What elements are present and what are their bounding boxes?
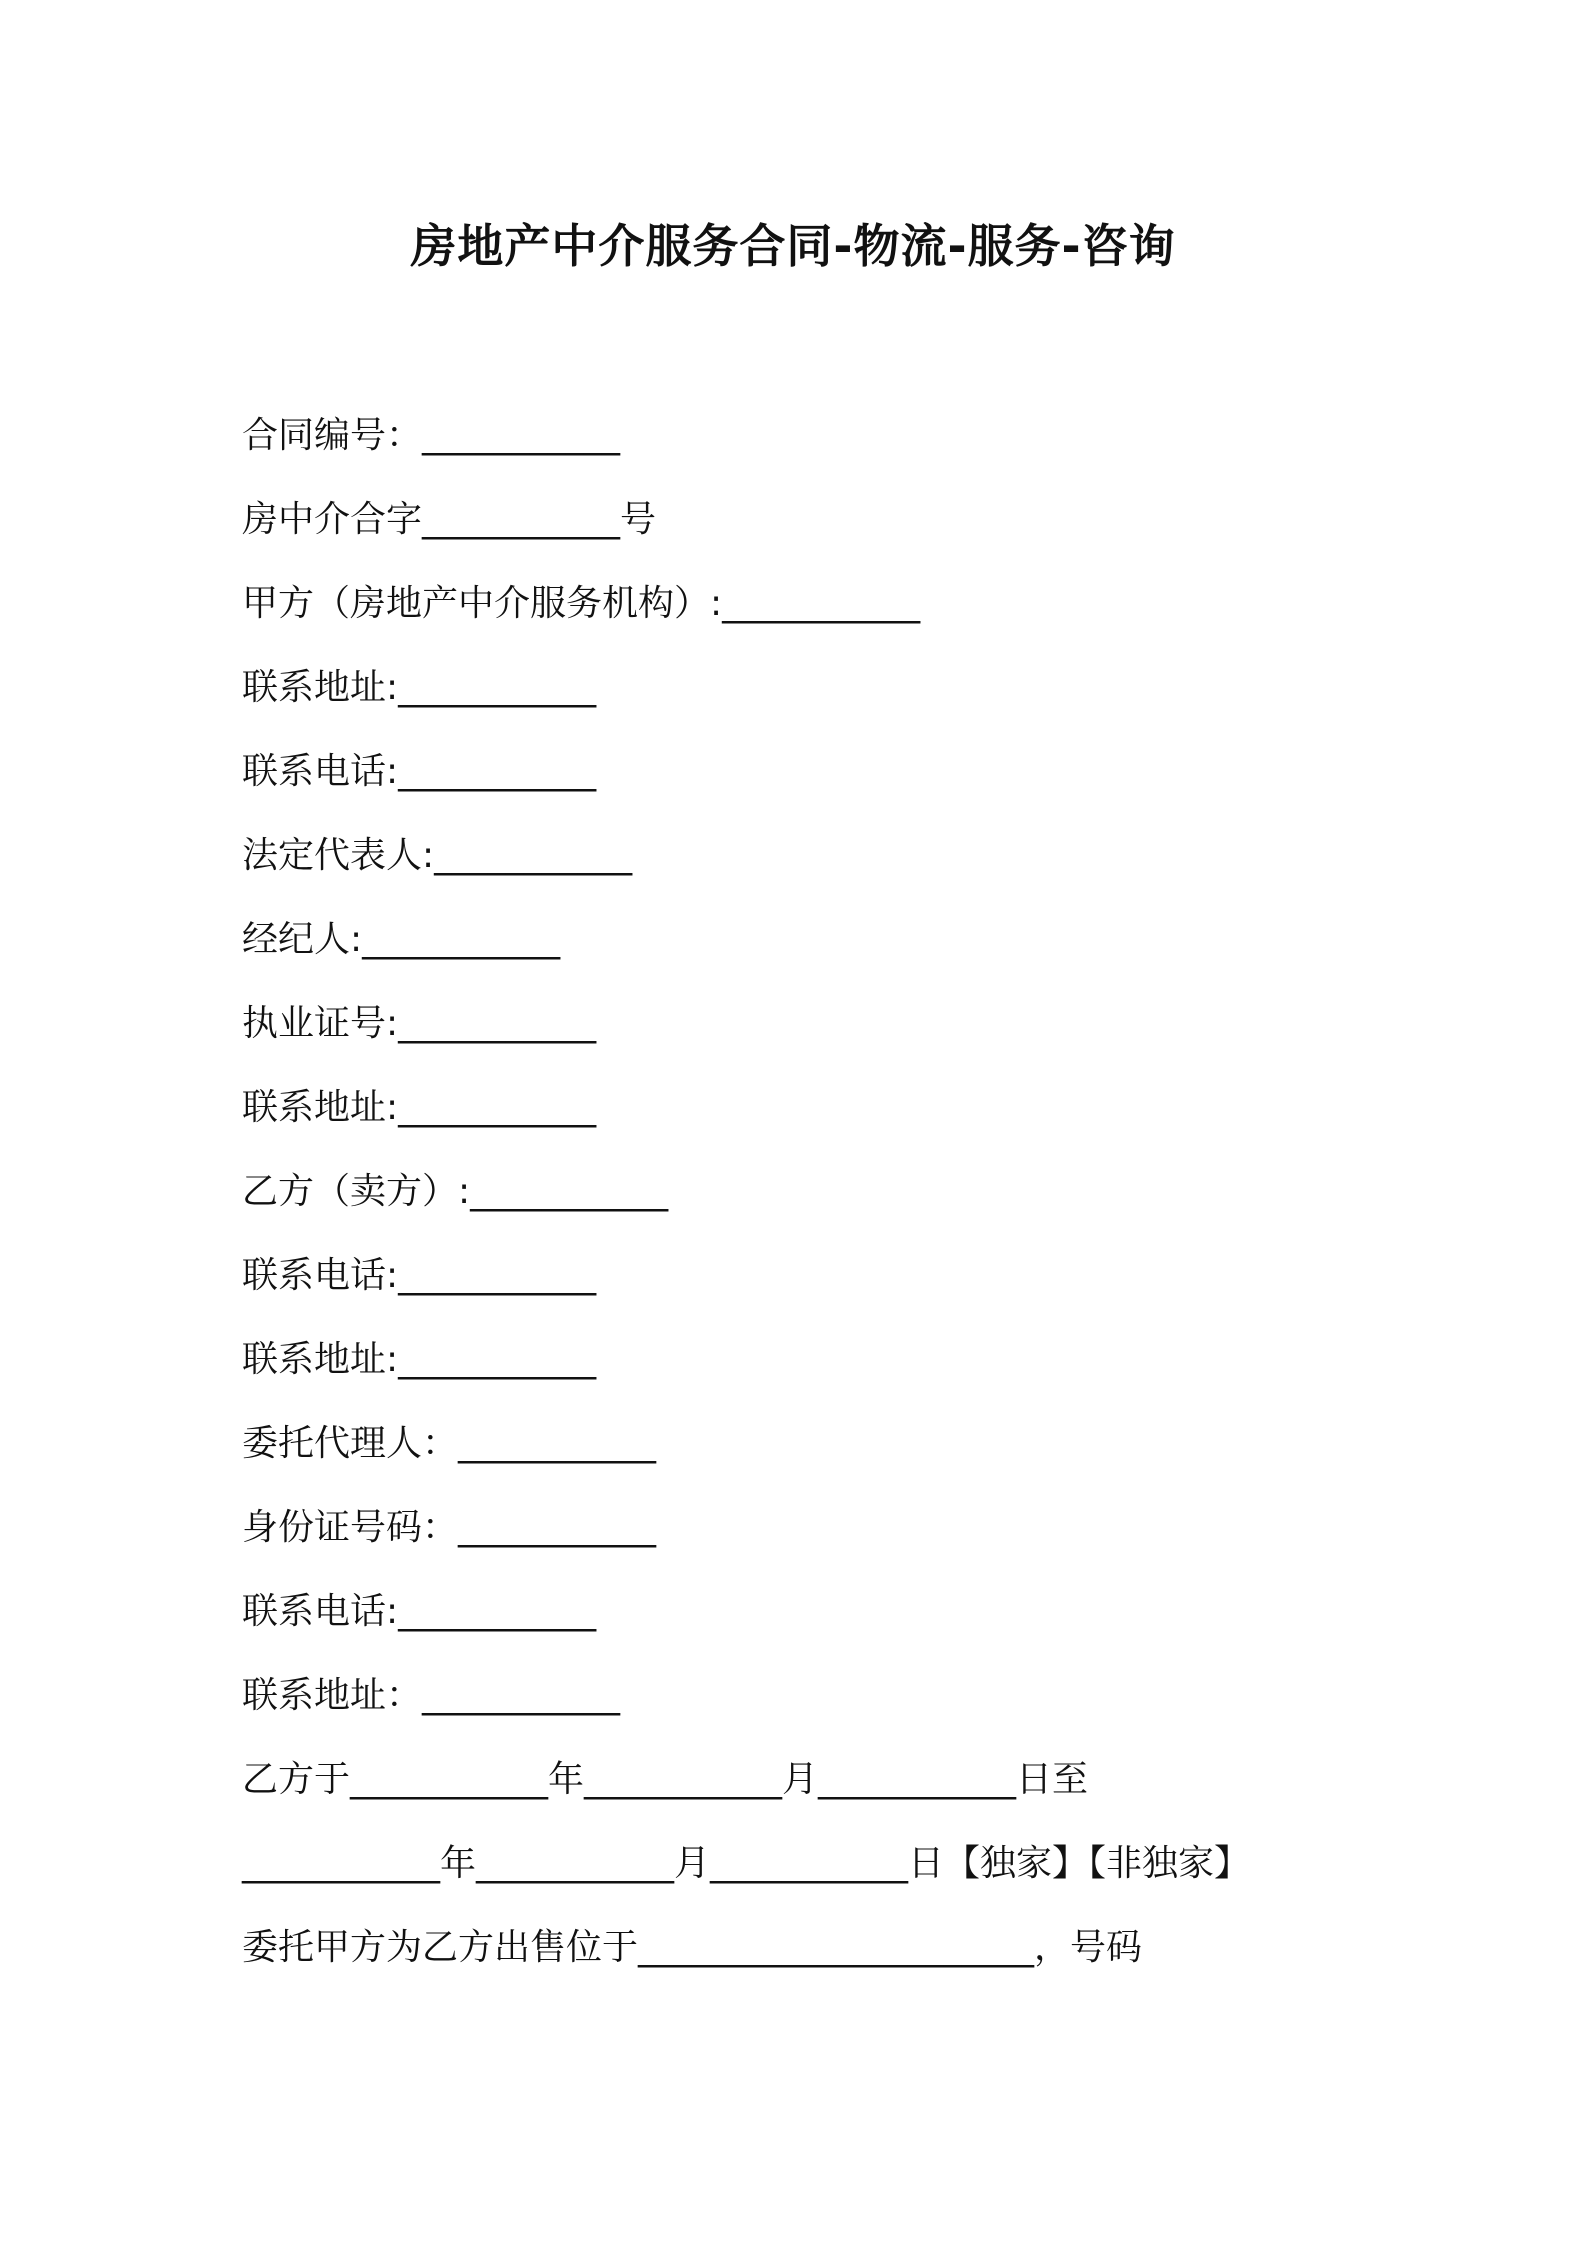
agent-phone-line: 联系电话:___________	[242, 1591, 597, 1632]
party-a-address-line: 联系地址:___________	[242, 667, 597, 708]
party-b-line: 乙方（卖方）:___________	[242, 1171, 669, 1212]
term-end-line: ___________年___________月___________日【独家】【非独家】	[242, 1843, 1251, 1884]
party-b-address-line: 联系地址:___________	[242, 1339, 597, 1380]
contract-body	[242, 408, 1462, 2004]
party-a-phone-line: 联系电话:___________	[242, 751, 597, 792]
license-number-line: 执业证号:___________	[242, 1003, 597, 1044]
agent-address-line: 联系地址：___________	[242, 1675, 621, 1716]
term-start-line: 乙方于___________年___________月___________日至	[242, 1759, 1089, 1800]
party-a-line: 甲方（房地产中介服务机构）:___________	[242, 583, 921, 624]
document-title: 房地产中介服务合同-物流-服务-咨询	[410, 219, 1176, 273]
party-b-phone-line: 联系电话:___________	[242, 1255, 597, 1296]
agency-contract-word-line: 房中介合字___________号	[242, 499, 657, 540]
property-location-line: 委托甲方为乙方出售位于______________________，号码	[242, 1927, 1143, 1968]
broker-line: 经纪人:___________	[242, 919, 561, 960]
broker-address-line: 联系地址:___________	[242, 1087, 597, 1128]
contract-number-line: 合同编号：___________	[242, 415, 621, 456]
id-number-line: 身份证号码：___________	[242, 1507, 657, 1548]
legal-representative-line: 法定代表人:___________	[242, 835, 633, 876]
authorized-agent-line: 委托代理人：___________	[242, 1423, 657, 1464]
